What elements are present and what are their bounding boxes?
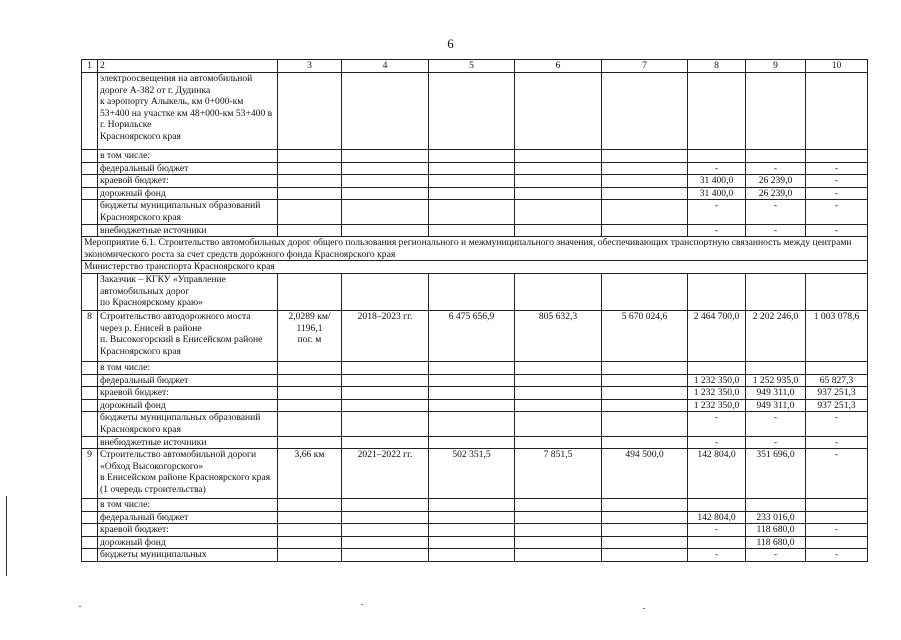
table-cell: - <box>806 524 868 537</box>
table-cell: 26 239,0 <box>746 187 806 200</box>
table-cell: в том числе: <box>98 499 278 512</box>
table-cell: 142 804,0 <box>688 449 746 499</box>
table-cell <box>746 361 806 374</box>
table-row <box>82 162 868 175</box>
table-row <box>82 73 868 150</box>
table-cell <box>602 436 688 449</box>
table-cell <box>515 187 602 200</box>
table-cell: - <box>688 162 746 175</box>
table-cell <box>515 200 602 224</box>
table-cell: 9 <box>746 60 806 73</box>
table-cell <box>82 374 98 387</box>
table-cell <box>515 374 602 387</box>
table-cell <box>515 499 602 512</box>
table-cell <box>278 175 342 188</box>
table-cell: внебюджетные источники <box>98 436 278 449</box>
table-cell <box>429 511 515 524</box>
table-cell: 26 239,0 <box>746 175 806 188</box>
table-cell: 949 311,0 <box>746 387 806 400</box>
table-cell <box>602 511 688 524</box>
table-cell <box>602 399 688 412</box>
table-cell <box>515 524 602 537</box>
table-cell: 1 252 935,0 <box>746 374 806 387</box>
table-cell <box>602 549 688 562</box>
table-row <box>82 499 868 512</box>
table-cell <box>429 499 515 512</box>
scan-speck <box>79 606 81 607</box>
page-number: 6 <box>447 36 454 51</box>
table-cell: федеральный бюджет <box>98 374 278 387</box>
table-cell: 8 <box>82 310 98 361</box>
table-cell <box>429 412 515 436</box>
table-cell <box>278 536 342 549</box>
table-cell: Мероприятие 6.1. Строительство автомобильных дорог общего пользования регионального и межмуниципального значения, обеспечивающих транспортную связанность между центрами экономического роста за счет средств дорожного фонда Красноярского края <box>82 237 868 261</box>
table-cell: - <box>806 449 868 499</box>
table-cell <box>278 374 342 387</box>
table-row <box>82 374 868 387</box>
table-header-row <box>82 60 868 73</box>
ministry-row <box>82 261 868 274</box>
table-cell <box>602 162 688 175</box>
table-cell <box>82 524 98 537</box>
table-cell <box>688 536 746 549</box>
table-cell: Строительство автомобильной дороги «Обход Высокогорского» в Енисейском районе Красноярского края (1 очередь строительства) <box>98 449 278 499</box>
table-cell <box>278 499 342 512</box>
table-cell <box>429 162 515 175</box>
table-cell <box>429 399 515 412</box>
table-cell: 7 <box>602 60 688 73</box>
table-cell <box>602 499 688 512</box>
table-cell: внебюджетные источники <box>98 224 278 237</box>
scan-speck <box>643 608 645 609</box>
table-cell: 233 016,0 <box>746 511 806 524</box>
table-cell <box>602 387 688 400</box>
table-cell <box>82 412 98 436</box>
table-cell <box>688 273 746 310</box>
table-cell: краевой бюджет: <box>98 387 278 400</box>
table-cell: 4 <box>342 60 429 73</box>
table-cell: - <box>806 175 868 188</box>
table-cell: краевой бюджет: <box>98 175 278 188</box>
table-cell <box>429 549 515 562</box>
table-cell: - <box>688 436 746 449</box>
table-cell <box>602 524 688 537</box>
table-cell: бюджеты муниципальных образований Красноярского края <box>98 200 278 224</box>
table-cell <box>515 399 602 412</box>
table-cell: дорожный фонд <box>98 399 278 412</box>
table-row <box>82 361 868 374</box>
table-cell: электроосвещения на автомобильной дороге А-382 от г. Дудинка к аэропорту Алыкель, км 0+000-км 53+400 на участке км 48+000-км 53+400 в г. Норильске Красноярского края <box>98 73 278 150</box>
table-cell: 3 <box>278 60 342 73</box>
table-cell: 2 <box>98 60 278 73</box>
table-cell <box>806 73 868 150</box>
table-cell: 937 251,3 <box>806 399 868 412</box>
table-cell: бюджеты муниципальных <box>98 549 278 562</box>
table-cell: Заказчик – КГКУ «Управление автомобильных дорог по Красноярскому краю» <box>98 273 278 310</box>
table-cell <box>278 361 342 374</box>
table-cell <box>602 175 688 188</box>
table-cell: 2 202 246,0 <box>746 310 806 361</box>
table-cell: 2,0289 км/ 1196,1 пог. м <box>278 310 342 361</box>
table-cell <box>342 412 429 436</box>
table-cell <box>688 73 746 150</box>
table-row <box>82 412 868 436</box>
table-cell <box>82 200 98 224</box>
table-cell <box>82 436 98 449</box>
table-cell: - <box>806 224 868 237</box>
table-cell <box>806 150 868 163</box>
table-cell: - <box>688 200 746 224</box>
table-cell <box>82 273 98 310</box>
table-cell <box>342 73 429 150</box>
table-cell: - <box>746 549 806 562</box>
table-cell <box>429 187 515 200</box>
table-cell: 31 400,0 <box>688 187 746 200</box>
table-cell <box>82 187 98 200</box>
table-row <box>82 387 868 400</box>
table-cell: 3,66 км <box>278 449 342 499</box>
table-cell: 949 311,0 <box>746 399 806 412</box>
table-cell: 142 804,0 <box>688 511 746 524</box>
table-cell <box>342 361 429 374</box>
table-cell <box>342 524 429 537</box>
table-cell: дорожный фонд <box>98 536 278 549</box>
table-row <box>82 511 868 524</box>
table-cell: 937 251,3 <box>806 387 868 400</box>
scan-speck <box>361 604 363 605</box>
table-cell: 1 232 350,0 <box>688 374 746 387</box>
table-cell <box>342 224 429 237</box>
table-cell: - <box>688 412 746 436</box>
table-cell <box>342 549 429 562</box>
table-cell <box>429 374 515 387</box>
table-cell <box>342 499 429 512</box>
table-cell <box>278 200 342 224</box>
table-cell: 2021–2022 гг. <box>342 449 429 499</box>
table-cell <box>278 224 342 237</box>
table-cell <box>746 273 806 310</box>
table-cell <box>342 436 429 449</box>
table-cell <box>746 499 806 512</box>
table-cell: - <box>806 549 868 562</box>
table-cell: 494 500,0 <box>602 449 688 499</box>
table-cell: 5 670 024,6 <box>602 310 688 361</box>
table-row <box>82 224 868 237</box>
table-cell <box>429 387 515 400</box>
table-cell: - <box>746 200 806 224</box>
table-cell <box>515 224 602 237</box>
margin-line <box>6 496 7 576</box>
table-row <box>82 399 868 412</box>
table-row <box>82 187 868 200</box>
table-cell <box>688 499 746 512</box>
table-cell <box>342 200 429 224</box>
table-cell <box>515 387 602 400</box>
table-cell: Строительство автодорожного моста через р. Енисей в районе п. Высокогорский в Енисейском районе Красноярского края <box>98 310 278 361</box>
table-cell <box>82 499 98 512</box>
table-cell: 118 680,0 <box>746 536 806 549</box>
table-cell <box>342 187 429 200</box>
table-cell: 118 680,0 <box>746 524 806 537</box>
table-cell: - <box>806 412 868 436</box>
table-cell <box>342 150 429 163</box>
table-cell: - <box>806 200 868 224</box>
table-cell <box>688 361 746 374</box>
table-cell <box>278 511 342 524</box>
table-cell <box>515 511 602 524</box>
table-cell <box>806 273 868 310</box>
table-cell <box>278 387 342 400</box>
table-cell <box>342 511 429 524</box>
table-cell <box>429 436 515 449</box>
table-cell: федеральный бюджет <box>98 511 278 524</box>
table-cell: 2 464 700,0 <box>688 310 746 361</box>
table-cell: - <box>806 436 868 449</box>
table-row <box>82 536 868 549</box>
table-cell <box>602 273 688 310</box>
table-cell: - <box>746 162 806 175</box>
table-cell <box>602 412 688 436</box>
table-cell: 502 351,5 <box>429 449 515 499</box>
table-cell <box>82 150 98 163</box>
table-cell: 65 827,3 <box>806 374 868 387</box>
table-row <box>82 436 868 449</box>
table-cell <box>82 361 98 374</box>
table-cell <box>82 511 98 524</box>
table-cell: - <box>746 224 806 237</box>
table-cell <box>278 73 342 150</box>
table-cell: 10 <box>806 60 868 73</box>
table-cell: Министерство транспорта Красноярского края <box>82 261 868 274</box>
table-cell <box>342 273 429 310</box>
table-cell <box>429 361 515 374</box>
table-cell <box>429 524 515 537</box>
table-cell <box>429 200 515 224</box>
table-cell <box>515 436 602 449</box>
table-cell <box>82 73 98 150</box>
table-cell: 31 400,0 <box>688 175 746 188</box>
table-cell <box>278 549 342 562</box>
table-cell: 1 232 350,0 <box>688 387 746 400</box>
table-cell <box>342 175 429 188</box>
table-cell <box>806 499 868 512</box>
table-cell: в том числе: <box>98 150 278 163</box>
table-cell <box>602 73 688 150</box>
table-cell <box>515 150 602 163</box>
table-cell <box>82 387 98 400</box>
table-cell <box>342 162 429 175</box>
table-cell: 805 632,3 <box>515 310 602 361</box>
table-cell: 1 <box>82 60 98 73</box>
table-cell: 2018–2023 гг. <box>342 310 429 361</box>
table-cell: краевой бюджет: <box>98 524 278 537</box>
table-cell <box>429 224 515 237</box>
table-row <box>82 150 868 163</box>
table-cell: - <box>688 549 746 562</box>
table-cell <box>429 175 515 188</box>
table-cell <box>82 399 98 412</box>
table-cell <box>515 162 602 175</box>
table-cell <box>429 73 515 150</box>
table-cell <box>82 549 98 562</box>
table-cell <box>602 374 688 387</box>
table-cell <box>515 549 602 562</box>
table-cell <box>278 436 342 449</box>
table-cell: 8 <box>688 60 746 73</box>
table-cell: бюджеты муниципальных образований Красноярского края <box>98 412 278 436</box>
table-cell <box>82 175 98 188</box>
table-row <box>82 524 868 537</box>
table-cell <box>515 175 602 188</box>
table-cell <box>342 399 429 412</box>
table-row <box>82 175 868 188</box>
table-cell: 351 696,0 <box>746 449 806 499</box>
table-cell <box>278 162 342 175</box>
table-cell <box>515 361 602 374</box>
table-cell: дорожный фонд <box>98 187 278 200</box>
table-cell: 1 232 350,0 <box>688 399 746 412</box>
table-cell <box>342 536 429 549</box>
table-cell: 9 <box>82 449 98 499</box>
table-cell: 6 <box>515 60 602 73</box>
table-cell: - <box>746 436 806 449</box>
table-cell <box>342 374 429 387</box>
table-cell <box>515 73 602 150</box>
table-cell: - <box>806 162 868 175</box>
table-cell <box>515 273 602 310</box>
table-cell <box>82 224 98 237</box>
table-cell <box>515 412 602 436</box>
table-cell: - <box>746 412 806 436</box>
table-cell: 7 851,5 <box>515 449 602 499</box>
table-cell <box>278 524 342 537</box>
table-cell <box>429 536 515 549</box>
table-cell <box>278 150 342 163</box>
table-cell <box>602 150 688 163</box>
table-cell: федеральный бюджет <box>98 162 278 175</box>
table-cell: - <box>806 187 868 200</box>
table-cell <box>746 73 806 150</box>
table-cell <box>806 536 868 549</box>
table-cell: 5 <box>429 60 515 73</box>
table-cell <box>602 224 688 237</box>
table-cell <box>688 150 746 163</box>
table-cell <box>429 150 515 163</box>
table-cell <box>602 187 688 200</box>
table-cell <box>602 200 688 224</box>
table-cell: 6 475 656,9 <box>429 310 515 361</box>
table-cell <box>515 536 602 549</box>
measure-row <box>82 237 868 261</box>
table-cell <box>746 150 806 163</box>
table-cell: 1 003 078,6 <box>806 310 868 361</box>
table-cell: в том числе: <box>98 361 278 374</box>
table-cell <box>278 412 342 436</box>
table-cell <box>806 511 868 524</box>
table-row <box>82 549 868 562</box>
table-cell: - <box>688 524 746 537</box>
table-cell <box>342 387 429 400</box>
table-cell <box>82 536 98 549</box>
table-cell <box>602 361 688 374</box>
table-cell <box>429 273 515 310</box>
table-row <box>82 200 868 224</box>
customer-row <box>82 273 868 310</box>
table-cell <box>602 536 688 549</box>
table-cell: - <box>688 224 746 237</box>
table-cell <box>278 273 342 310</box>
table-cell <box>278 399 342 412</box>
table-row-item-8 <box>82 310 868 361</box>
table-cell <box>278 187 342 200</box>
table-cell <box>82 162 98 175</box>
table-cell <box>806 361 868 374</box>
table-row-item-9 <box>82 449 868 499</box>
budget-table <box>81 59 868 562</box>
